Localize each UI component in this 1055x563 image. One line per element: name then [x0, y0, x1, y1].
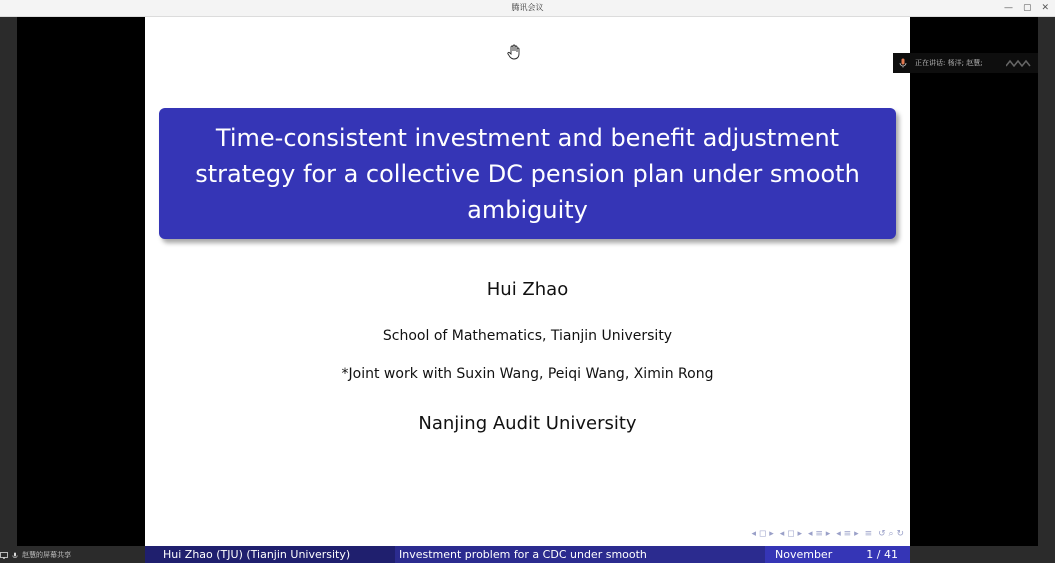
footer-date-page [765, 546, 910, 563]
speaking-label: 正在讲话: 杨洋; 赵慧; [915, 59, 983, 67]
beamer-navigation [752, 529, 904, 539]
footer-short-title: Investment problem for a CDC under smooth [395, 546, 765, 563]
slide-affiliation: School of Mathematics, Tianjin University [382, 328, 673, 344]
right-black-pane [910, 17, 1038, 546]
microphone-icon [11, 552, 19, 559]
nav-section-control[interactable]: ◂ ≡ ▸ [807, 529, 831, 539]
nav-subsection-control[interactable]: ◂ ◻ ▸ [779, 529, 802, 539]
screen-share-icon [0, 552, 8, 559]
audio-wave-icon [1006, 59, 1032, 67]
slide-title-line: strategy for a collective DC pension plan under smooth [195, 159, 860, 188]
nav-subsection-control[interactable]: ◂ ≡ ▸ [836, 529, 859, 539]
footer-author: Hui Zhao (TJU) (Tianjin University) [145, 546, 395, 563]
slide-title-block [159, 108, 896, 239]
window-controls [1004, 2, 1049, 14]
screen-share-status[interactable] [0, 549, 71, 561]
minimize-button[interactable]: — [1003, 3, 1013, 13]
slide-title-line: Time-consistent investment and benefit adjustment [215, 123, 840, 152]
left-black-pane [17, 17, 145, 546]
window-titlebar [0, 0, 1055, 17]
microphone-icon [899, 58, 907, 68]
slide-venue: Nanjing Audit University [418, 413, 637, 434]
nav-frame-control[interactable]: ◂ ◻ ▸ [751, 529, 774, 539]
footer-date: November [775, 548, 833, 561]
nav-search-control[interactable]: ↺ ⌕ ↻ [878, 529, 904, 539]
slide-title-line: ambiguity [467, 195, 588, 224]
slide-joint-work: *Joint work with Suxin Wang, Peiqi Wang, Ximin Rong [341, 366, 714, 382]
right-edge [1038, 17, 1055, 546]
hand-cursor-icon [507, 44, 521, 60]
nav-outline-control[interactable]: ≡ [864, 529, 873, 539]
meeting-stage [0, 17, 1055, 563]
screen-share-label: 赵慧的屏幕共享 [22, 551, 71, 559]
window-title: 腾讯会议 [511, 3, 544, 12]
footer-page-number: 1 / 41 [866, 548, 898, 561]
slide-author: Hui Zhao [486, 279, 569, 300]
slide-title [177, 120, 878, 228]
slide-footer [145, 546, 910, 563]
close-button[interactable]: ✕ [1041, 3, 1049, 13]
shared-slide [145, 17, 910, 561]
speaking-indicator [893, 53, 1038, 73]
maximize-button[interactable]: ▢ [1022, 3, 1032, 13]
